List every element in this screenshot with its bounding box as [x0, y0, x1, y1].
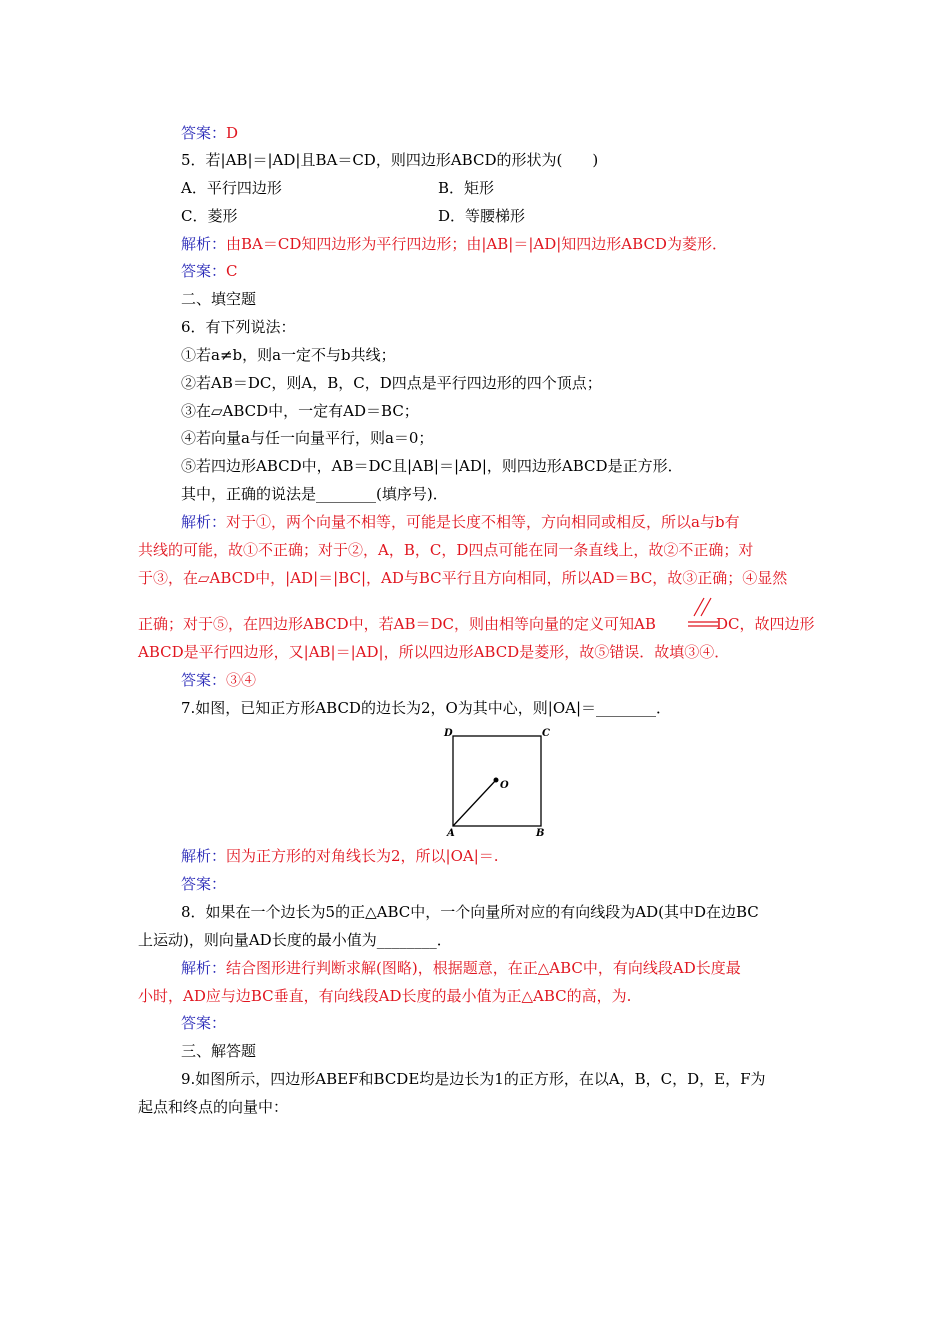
q8-analysis-line-1 — [181, 958, 741, 978]
answer-value: C — [226, 262, 238, 280]
q8-analysis-line-2: 小时，AD应与边BC垂直，有向线段AD长度的最小值为正△ABC的高，为. — [138, 987, 632, 1005]
q6-item-3: ③在▱ABCD中，一定有AD＝BC； — [181, 402, 419, 420]
q5-option-c: C．菱形 — [181, 207, 238, 225]
analysis-text: 由BA＝CD知四边形为平行四边形；由|AB|＝|AD|知四边形ABCD为菱形． — [226, 235, 727, 253]
analysis-label: 解析： — [181, 235, 227, 253]
parallel-equal-symbol — [684, 596, 720, 632]
q7-answer-line — [181, 874, 226, 894]
q6-answer-line — [181, 670, 256, 690]
q6-analysis-line-5: ABCD是平行四边形，又|AB|＝|AD|，所以四边形ABCD是菱形，故⑤错误．故填③④． — [138, 643, 730, 661]
q5-option-a: A．平行四边形 — [181, 179, 282, 197]
q8-stem-line-2: 上运动)，则向量AD长度的最小值为________． — [138, 931, 452, 949]
label-b: B — [536, 828, 545, 839]
q9-stem-line-1: 9.如图所示，四边形ABEF和BCDE均是边长为1的正方形，在以A，B，C，D，E，F为 — [181, 1070, 766, 1088]
q6-item-2: ②若AB＝DC，则A，B，C，D四点是平行四边形的四个顶点； — [181, 374, 602, 392]
q9-stem-line-2: 起点和终点的向量中： — [138, 1098, 289, 1116]
label-o: O — [500, 780, 509, 791]
q5-stem: 5．若|AB|＝|AD|且BA＝CD，则四边形ABCD的形状为( ) — [181, 151, 599, 169]
q6-item-5: ⑤若四边形ABCD中，AB＝DC且|AB|＝|AD|，则四边形ABCD是正方形． — [181, 457, 683, 475]
analysis-label: 解析： — [181, 959, 227, 977]
q5-option-d: D．等腰梯形 — [438, 207, 526, 225]
q6-analysis-line-1 — [181, 512, 740, 532]
q6-analysis-line-2: 共线的可能，故①不正确；对于②，A，B，C，D四点可能在同一条直线上，故②不正确；对 — [138, 541, 754, 559]
q8-answer-line — [181, 1013, 226, 1033]
analysis-label: 解析： — [181, 513, 227, 531]
answer-label: 答案： — [181, 875, 227, 893]
q5-answer-line — [181, 261, 238, 281]
q6-item-1: ①若a≠b，则a一定不与b共线； — [181, 346, 396, 364]
label-a: A — [447, 828, 455, 839]
answer-label: 答案： — [181, 671, 227, 689]
answer-value: D — [226, 124, 239, 142]
q4-answer-line — [181, 123, 238, 143]
q7-stem: 7.如图，已知正方形ABCD的边长为2，O为其中心，则|OA|＝________． — [181, 699, 672, 717]
analysis-label: 解析： — [181, 847, 227, 865]
label-d: D — [444, 728, 453, 739]
q6-analysis-line-4a: 正确；对于⑤，在四边形ABCD中，若AB＝DC，则由相等向量的定义可知AB — [138, 615, 656, 633]
square-figure — [440, 724, 560, 842]
answer-label: 答案： — [181, 262, 227, 280]
center-point — [494, 778, 499, 783]
answer-value: ③④ — [226, 671, 257, 689]
analysis-text: 对于①，两个向量不相等，可能是长度不相等，方向相同或相反，所以a与b有 — [226, 513, 740, 531]
q6-analysis-line-3: 于③，在▱ABCD中，|AD|＝|BC|，AD与BC平行且方向相同，所以AD＝BC，故③正确；④显然 — [138, 569, 788, 587]
q6-item-4: ④若向量a与任一向量平行，则a＝0； — [181, 429, 434, 447]
q6-analysis-line-4b: DC，故四边形 — [716, 615, 815, 633]
analysis-text: 结合图形进行判断求解(图略)，根据题意，在正△ABC中，有向线段AD长度最 — [226, 959, 741, 977]
section-heading-fill-in: 二、填空题 — [181, 290, 257, 308]
answer-label: 答案： — [181, 124, 227, 142]
q5-option-b: B．矩形 — [438, 179, 495, 197]
q8-stem-line-1: 8．如果在一个边长为5的正△ABC中，一个向量所对应的有向线段为AD(其中D在边BC — [181, 903, 759, 921]
q7-analysis-line — [181, 846, 499, 866]
analysis-text: 因为正方形的对角线长为2，所以|OA|＝. — [226, 847, 499, 865]
label-c: C — [542, 728, 550, 739]
q5-analysis-line — [181, 234, 727, 254]
q6-question: 其中，正确的说法是________(填序号)． — [181, 485, 448, 503]
q6-stem: 6．有下列说法： — [181, 318, 296, 336]
section-heading-solve: 三、解答题 — [181, 1042, 257, 1060]
segment-oa — [453, 780, 496, 826]
answer-label: 答案： — [181, 1014, 227, 1032]
